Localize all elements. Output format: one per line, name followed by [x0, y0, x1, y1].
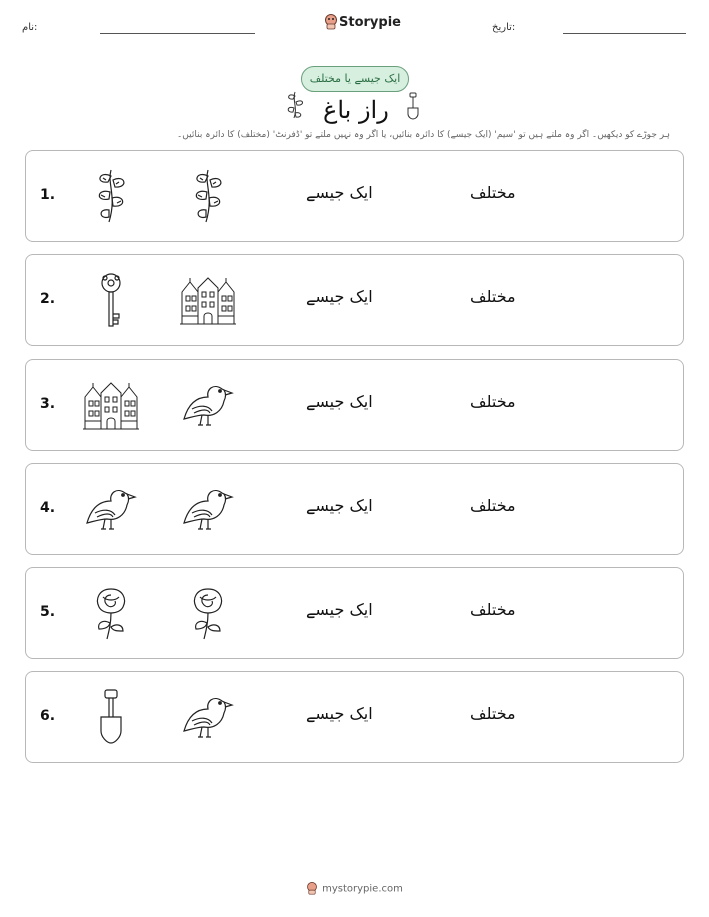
ivy-decoration-icon: [284, 90, 306, 120]
same-or-different-badge: ایک جیسے یا مختلف: [301, 66, 409, 92]
row-number: 4.: [40, 500, 56, 516]
instructions-text: ہر جوڑے کو دیکھیں۔ اگر وہ ملتے ہیں تو 'سیم' (ایک جیسے) کا دائرہ بنائیں، یا اگر وہ نہیں ملتے تو 'ڈفرنٹ' (مختلف) کا دائرہ بنائیں۔: [177, 130, 670, 140]
vine-icon: [81, 166, 141, 226]
row-number: 3.: [40, 396, 56, 412]
row-number: 6.: [40, 708, 56, 724]
name-line[interactable]: [100, 33, 255, 34]
same-option[interactable]: ایک جیسے: [306, 600, 373, 619]
row-number: 1.: [40, 187, 56, 203]
pair-row: [25, 150, 684, 242]
different-option[interactable]: مختلف: [470, 600, 516, 619]
rose-icon: [178, 583, 238, 643]
worksheet-title: راز باغ: [323, 96, 389, 124]
mansion-icon: [81, 375, 141, 435]
different-option[interactable]: مختلف: [470, 287, 516, 306]
shovel-icon: [81, 687, 141, 747]
same-option[interactable]: ایک جیسے: [306, 496, 373, 515]
pair-row: [25, 671, 684, 763]
bird-icon: [178, 479, 238, 539]
pair-row: [25, 254, 684, 346]
different-option[interactable]: مختلف: [470, 183, 516, 202]
pair-row: [25, 463, 684, 555]
different-option[interactable]: مختلف: [470, 392, 516, 411]
bird-icon: [178, 687, 238, 747]
footer: [0, 882, 709, 895]
same-option[interactable]: ایک جیسے: [306, 183, 373, 202]
footer-url[interactable]: mystorypie.com: [322, 883, 403, 895]
bird-icon: [178, 375, 238, 435]
pair-row: [25, 359, 684, 451]
storypie-logo-icon: [324, 14, 338, 30]
date-label: تاریخ:: [492, 22, 516, 33]
mansion-icon: [178, 270, 238, 330]
brand-name: Storypie: [339, 15, 401, 30]
rose-icon: [81, 583, 141, 643]
shovel-decoration-icon: [406, 92, 420, 120]
same-option[interactable]: ایک جیسے: [306, 392, 373, 411]
same-option[interactable]: ایک جیسے: [306, 704, 373, 723]
key-icon: [81, 270, 141, 330]
different-option[interactable]: مختلف: [470, 496, 516, 515]
row-number: 2.: [40, 291, 56, 307]
date-line[interactable]: [563, 33, 686, 34]
same-option[interactable]: ایک جیسے: [306, 287, 373, 306]
name-label: نام:: [22, 22, 38, 33]
row-number: 5.: [40, 604, 56, 620]
different-option[interactable]: مختلف: [470, 704, 516, 723]
pair-row: [25, 567, 684, 659]
footer-logo-icon: [306, 882, 318, 895]
bird-icon: [81, 479, 141, 539]
vine-icon: [178, 166, 238, 226]
